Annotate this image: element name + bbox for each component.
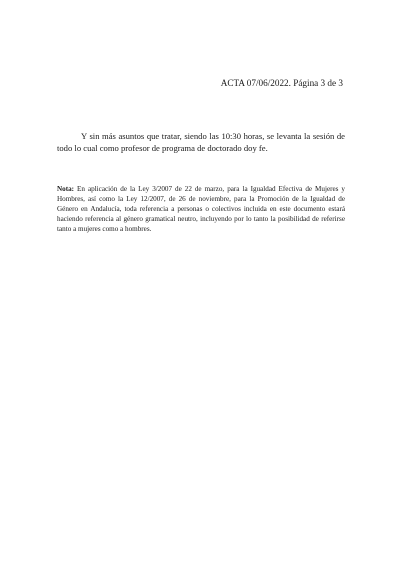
legal-note xyxy=(57,184,345,234)
closing-paragraph: Y sin más asuntos que tratar, siendo las 10:30 horas, se levanta la sesión de todo lo cual como profesor de programa de doctorado doy fe. xyxy=(57,131,345,153)
page-header: ACTA 07/06/2022. Página 3 de 3 xyxy=(220,78,343,88)
note-text: En aplicación de la Ley 3/2007 de 22 de marzo, para la Igualdad Efectiva de Mujeres y Hombres, así como la Ley 12/2007, de 26 de noviembre, para la Promoción de la Igualdad de Género en Andalucía, toda referencia a personas o colectivos incluida en este documento estará haciendo referencia al género gramatical neutro, incluyendo por lo tanto la posibilidad de referirse tanto a mujeres como a hombres. xyxy=(57,185,345,234)
note-label: Nota: xyxy=(57,185,75,193)
